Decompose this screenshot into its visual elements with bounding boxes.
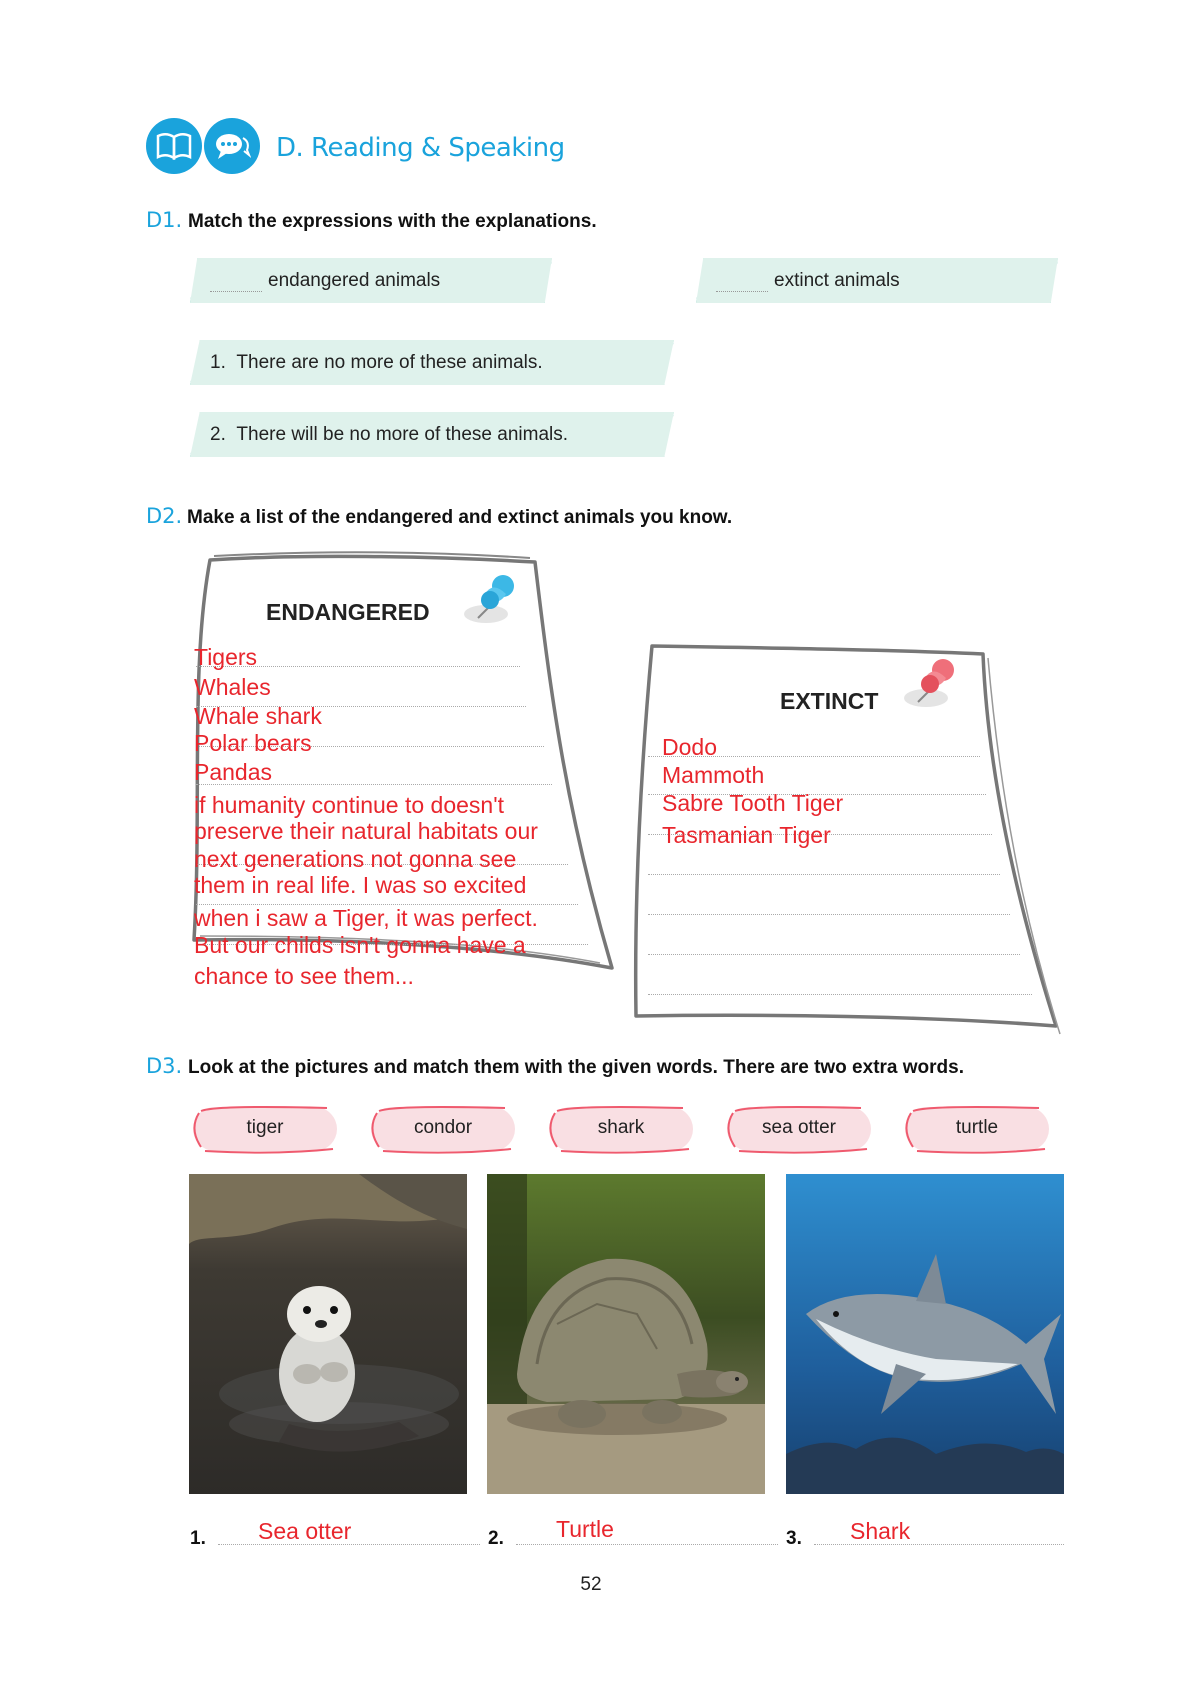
answer-line-3[interactable] (814, 1544, 1064, 1545)
word-pill-condor[interactable] (365, 1103, 521, 1155)
expression-2 (716, 270, 900, 292)
expression-1 (210, 270, 440, 292)
answer-blank[interactable] (210, 277, 262, 292)
word-pill-shark[interactable] (543, 1103, 699, 1155)
sea-otter-photo (189, 1174, 467, 1494)
word-tiger: tiger (246, 1117, 284, 1138)
page-number: 52 (580, 1574, 602, 1595)
extinct-answer: Mammoth (662, 762, 765, 788)
endangered-answer: if humanity continue to doesn't (194, 792, 504, 818)
endangered-answer: next generations not gonna see (194, 846, 517, 872)
answer-blank[interactable] (716, 277, 768, 292)
endangered-answer: Whale shark (194, 703, 322, 729)
blue-pushpin-icon (458, 568, 528, 628)
extinct-answer: Tasmanian Tiger (662, 822, 831, 848)
turtle-photo (487, 1174, 765, 1494)
answer-line-2[interactable] (516, 1544, 778, 1545)
d2-label: D2. (146, 504, 183, 528)
endangered-answer: chance to see them... (194, 963, 414, 989)
writing-line (648, 874, 1000, 875)
endangered-answer: them in real life. I was so excited (194, 872, 527, 898)
red-pushpin-icon (898, 652, 968, 712)
word-sea-otter: sea otter (762, 1117, 836, 1138)
picture-1-answer: Sea otter (258, 1518, 352, 1544)
writing-line (648, 994, 1032, 995)
shark-photo (786, 1174, 1064, 1494)
extinct-title: EXTINCT (780, 688, 879, 714)
endangered-answer: Tigers (194, 644, 258, 670)
d2-instruction: Make a list of the endangered and extinct animals you know. (187, 507, 733, 528)
endangered-title: ENDANGERED (266, 599, 430, 625)
explanation-1-text: There are no more of these animals. (236, 352, 543, 373)
section-title: D. Reading & Speaking (276, 133, 565, 163)
picture-3-answer: Shark (850, 1518, 911, 1544)
writing-line (648, 954, 1020, 955)
explanation-2-text: There will be no more of these animals. (236, 424, 569, 445)
d3-instruction: Look at the pictures and match them with the given words. There are two extra words. (188, 1057, 964, 1078)
d1-label: D1. (146, 208, 183, 232)
expression-1-text: endangered animals (268, 270, 441, 291)
speech-bubble-icon (204, 118, 260, 174)
picture-1-number: 1. (190, 1528, 206, 1549)
word-pill-tiger[interactable] (187, 1103, 343, 1155)
explanation-1 (210, 352, 543, 374)
word-pill-sea-otter[interactable] (721, 1103, 877, 1155)
extinct-answer: Sabre Tooth Tiger (662, 790, 844, 816)
word-shark: shark (597, 1117, 645, 1138)
endangered-answer: But our childs isn't gonna have a (194, 932, 526, 958)
expression-2-text: extinct animals (774, 270, 900, 291)
endangered-answer: preserve their natural habitats our (194, 818, 538, 844)
endangered-answer: Polar bears (194, 730, 312, 756)
d1-instruction: Match the expressions with the explanations. (188, 211, 597, 232)
extinct-answer: Dodo (662, 734, 717, 760)
picture-3-number: 3. (786, 1528, 802, 1549)
d3-label: D3. (146, 1054, 183, 1078)
explanation-2 (210, 424, 568, 446)
book-icon (146, 118, 202, 174)
picture-2-number: 2. (488, 1528, 504, 1549)
picture-2-answer: Turtle (556, 1516, 614, 1542)
answer-line-1[interactable] (218, 1544, 480, 1545)
writing-line (648, 914, 1010, 915)
explanation-2-number: 2. (210, 424, 226, 445)
endangered-answer: Pandas (194, 759, 273, 785)
explanation-1-number: 1. (210, 352, 226, 373)
endangered-answer: when i saw a Tiger, it was perfect. (194, 905, 538, 931)
word-turtle: turtle (955, 1117, 999, 1138)
word-condor: condor (413, 1117, 473, 1138)
endangered-answer: Whales (194, 674, 271, 700)
word-pill-turtle[interactable] (899, 1103, 1055, 1155)
